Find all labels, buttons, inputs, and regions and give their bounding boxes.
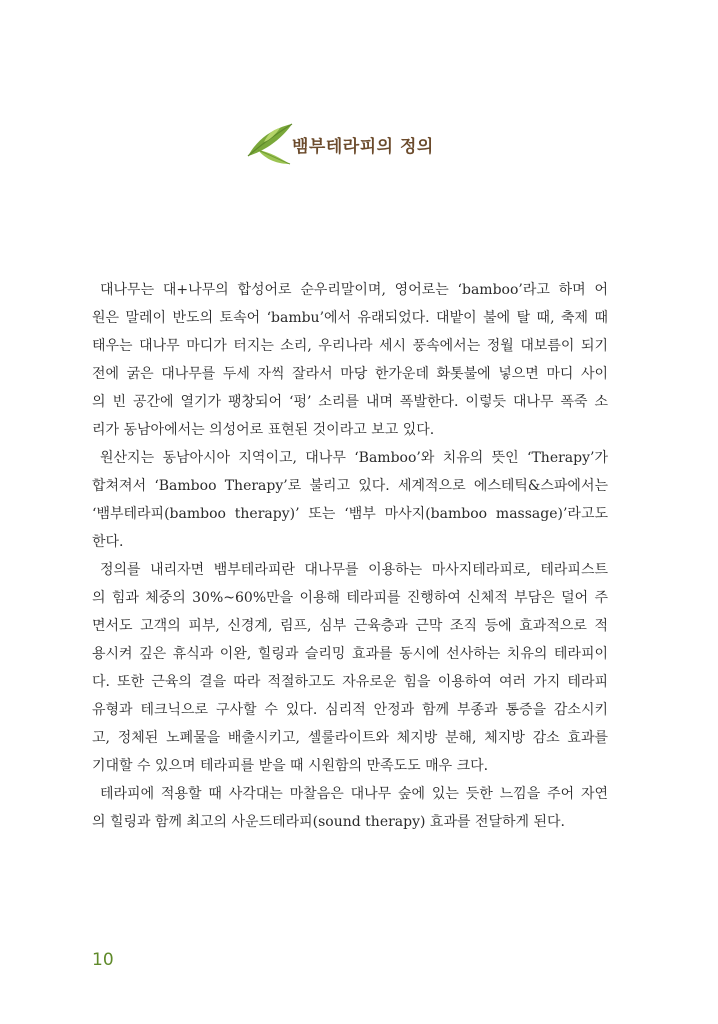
- body-text: [92, 276, 608, 836]
- text-line: 전에 굵은 대나무를 두세 자씩 잘라서 마당 한가운데 화톳불에 넣으면 마디 사이: [92, 366, 608, 382]
- text-line: 한다.: [92, 534, 124, 550]
- text-line: 의 힐링과 함께 최고의 사운드테라피(sound therapy) 효과를 전달하게 된다.: [92, 814, 565, 830]
- page-number: 10: [92, 950, 114, 970]
- text-line: 유형과 테크닉으로 구사할 수 있다. 심리적 안정과 함께 부종과 통증을 감소시키: [92, 702, 608, 718]
- text-line: 정의를 내리자면 뱀부테라피란 대나무를 이용하는 마사지테라피로, 테라피스트: [100, 562, 608, 578]
- text-line: 태우는 대나무 마디가 터지는 소리, 우리나라 세시 풍속에서는 정월 대보름이 되기: [92, 338, 608, 354]
- text-line: 합쳐져서 ‘Bamboo Therapy’로 불리고 있다. 세계적으로 에스테틱&스파에서는: [92, 478, 608, 494]
- text-line: 기대할 수 있으며 테라피를 받을 때 시원함의 만족도도 매우 크다.: [92, 758, 489, 774]
- section-heading: [244, 120, 504, 170]
- text-line: 의 빈 공간에 열기가 팽창되어 ‘펑’ 소리를 내며 폭발한다. 이렇듯 대나무 폭죽 소: [92, 394, 608, 410]
- text-line: 면서도 고객의 피부, 신경계, 림프, 심부 근육층과 근막 조직 등에 효과적으로 적: [92, 618, 608, 634]
- text-line: 원산지는 동남아시아 지역이고, 대나무 ‘Bamboo’와 치유의 뜻인 ‘Therapy’가: [100, 450, 608, 466]
- text-line: 원은 말레이 반도의 토속어 ‘bambu’에서 유래되었다. 대밭이 불에 탈 때, 축제 때: [92, 310, 608, 326]
- page-title: 뱀부테라피의 정의: [292, 137, 434, 157]
- text-line: 고, 정체된 노폐물을 배출시키고, 셀룰라이트와 체지방 분해, 체지방 감소 효과를: [92, 730, 608, 746]
- text-line: 용시켜 깊은 휴식과 이완, 힐링과 슬리밍 효과를 동시에 선사하는 치유의 테라피이: [92, 646, 608, 662]
- text-line: 리가 동남아에서는 의성어로 표현된 것이라고 보고 있다.: [92, 422, 435, 438]
- text-line: ‘뱀부테라피(bamboo therapy)’ 또는 ‘뱀부 마사지(bamboo massage)’라고도: [92, 506, 608, 522]
- text-line: 다. 또한 근육의 결을 따라 적절하고도 자유로운 힘을 이용하여 여러 가지 테라피: [92, 674, 608, 690]
- text-line: 의 힘과 체중의 30%~60%만을 이용해 테라피를 진행하여 신체적 부담은 덜어 주: [92, 590, 608, 606]
- bamboo-leaf-icon: [244, 120, 296, 166]
- text-line: 테라피에 적용할 때 사각대는 마찰음은 대나무 숲에 있는 듯한 느낌을 주어 자연: [100, 786, 608, 802]
- text-line: 대나무는 대+나무의 합성어로 순우리말이며, 영어로는 ‘bamboo’라고 하며 어: [100, 282, 608, 298]
